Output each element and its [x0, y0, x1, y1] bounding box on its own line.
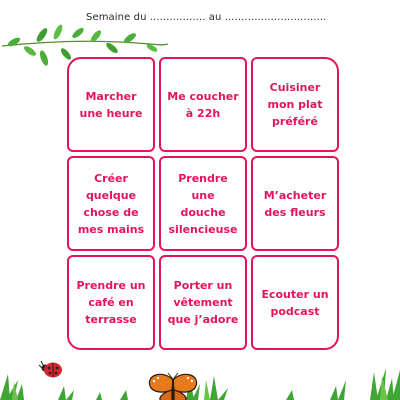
ladybug-icon	[38, 358, 64, 380]
grid-cell: Créer quelque chose de mes mains	[67, 156, 155, 251]
butterfly-icon	[142, 372, 204, 400]
activity-grid	[67, 57, 339, 350]
grid-cell: Ecouter un podcast	[251, 255, 339, 350]
header-week-line: Semaine du ................. au ...............................	[86, 12, 327, 23]
grid-cell: Porter un vêtement que j’adore	[159, 255, 247, 350]
grid-cell: Prendre une douche silencieuse	[159, 156, 247, 251]
grid-cell: Me coucher à 22h	[159, 57, 247, 152]
grid-cell: Cuisiner mon plat préféré	[251, 57, 339, 152]
grid-cell: Prendre un café en terrasse	[67, 255, 155, 350]
grid-cell: M’acheter des fleurs	[251, 156, 339, 251]
grid-cell: Marcher une heure	[67, 57, 155, 152]
